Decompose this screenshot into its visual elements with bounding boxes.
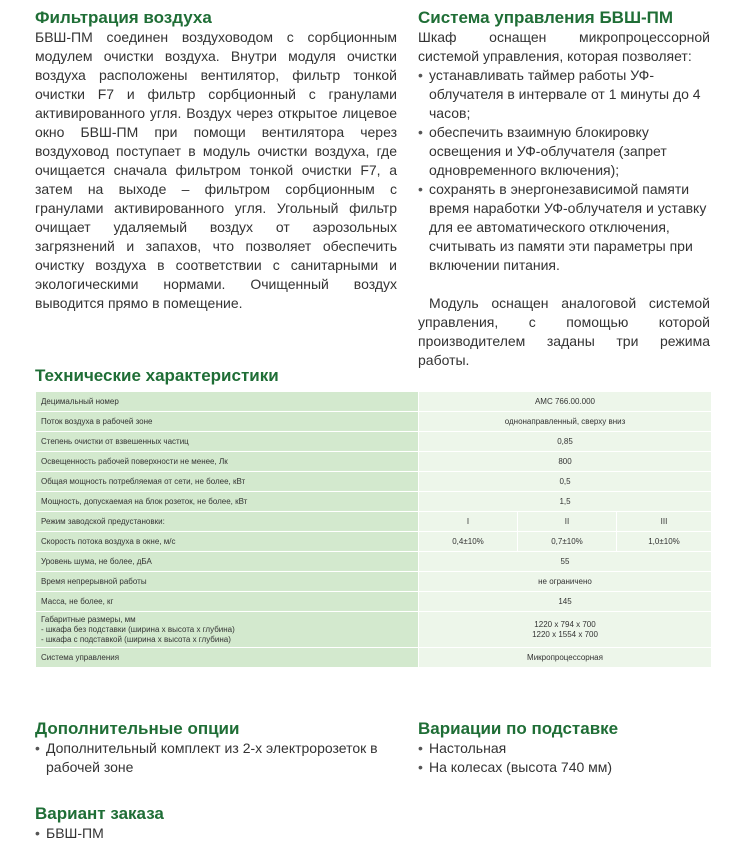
- spec-value: II: [518, 512, 617, 532]
- list-item: • На колесах (высота 740 мм): [418, 758, 710, 777]
- spec-label: Мощность, допускаемая на блок розеток, не более, кВт: [36, 492, 419, 512]
- spec-label: Степень очистки от взвешенных частиц: [36, 432, 419, 452]
- spec-value: 1,5: [419, 492, 712, 512]
- filtration-section: [35, 8, 397, 313]
- spec-label: Поток воздуха в рабочей зоне: [36, 412, 419, 432]
- spec-label: [36, 612, 419, 648]
- spec-value: 0,5: [419, 472, 712, 492]
- filtration-text: БВШ-ПМ соединен воздуховодом с сорбционным модулем очистки воздуха. Внутри модуля очистки воздуха расположены вентилятор, фильтр тонкой очистки F7 и фильтр сорбционный с гранулами активированного угля. Воздух через открытое лицевое окно БВШ-ПМ при помощи вентилятора через воздуховод поступает в модуль очистки воздуха, где очищается сначала фильтром тонкой очистки F7, а затем на выходе – фильтром сорбционным с гранулами активированного угля. Угольный фильтр очищает удаляемый воздух от аэрозольных загрязнений и запахов, что позволяет обеспечить очистку воздуха в соответствии с санитарными и экологическими нормами. Очищенный воздух выводится прямо в помещение.: [35, 29, 397, 311]
- table-row: [36, 648, 712, 668]
- table-row: [36, 612, 712, 648]
- list-item: • устанавливать таймер работы УФ-облучателя в интервале от 1 минуты до 4 часов;: [418, 66, 710, 123]
- table-row: [36, 412, 712, 432]
- stand-title: Вариации по подставке: [418, 719, 619, 738]
- control-system-list: [418, 66, 710, 275]
- spec-value: 55: [419, 552, 712, 572]
- spec-label: Скорость потока воздуха в окне, м/с: [36, 532, 419, 552]
- list-item: • Настольная: [418, 739, 710, 758]
- spec-label: Уровень шума, не более, дБА: [36, 552, 419, 572]
- stand-section: [418, 719, 710, 777]
- table-row: [36, 432, 712, 452]
- spec-value: [419, 612, 712, 648]
- filtration-title: Фильтрация воздуха: [35, 8, 212, 27]
- order-section: [35, 804, 397, 843]
- list-item: • обеспечить взаимную блокировку освещения и УФ-облучателя (запрет одновременного включения);: [418, 123, 710, 180]
- spec-value: I: [419, 512, 518, 532]
- spec-label: Общая мощность потребляемая от сети, не более, кВт: [36, 472, 419, 492]
- spec-value-line: 1220 х 794 х 700: [534, 619, 596, 629]
- table-row: [36, 532, 712, 552]
- spec-label: Система управления: [36, 648, 419, 668]
- control-system-intro: Шкаф оснащен микропроцессорной системой управления, которая позволяет:: [418, 29, 710, 64]
- table-row: [36, 392, 712, 412]
- table-row: [36, 452, 712, 472]
- list-item: • БВШ-ПМ: [35, 824, 397, 843]
- order-title: Вариант заказа: [35, 804, 164, 823]
- spec-value: III: [617, 512, 712, 532]
- spec-value: 800: [419, 452, 712, 472]
- list-item: • сохранять в энергонезависимой памяти время наработки УФ-облучателя и уставку для ее автоматического отключения, считывать из памяти эти параметры при включении питания.: [418, 180, 710, 275]
- spec-value: АМС 766.00.000: [419, 392, 712, 412]
- options-section: [35, 719, 397, 777]
- spec-label: Режим заводской предустановки:: [36, 512, 419, 532]
- table-row: [36, 572, 712, 592]
- spec-value: 1,0±10%: [617, 532, 712, 552]
- spec-label: Масса, не более, кг: [36, 592, 419, 612]
- control-system-outro: Модуль оснащен аналоговой системой управления, с помощью которой производителем заданы три режима работы.: [418, 295, 710, 368]
- spec-label-line: Габаритные размеры, мм: [41, 614, 136, 624]
- table-row: [36, 592, 712, 612]
- order-list: [35, 824, 397, 843]
- spec-value: 0,85: [419, 432, 712, 452]
- table-row: [36, 552, 712, 572]
- specs-title: Технические характеристики: [35, 366, 279, 385]
- spec-value: 145: [419, 592, 712, 612]
- spec-label: Освещенность рабочей поверхности не менее, Лк: [36, 452, 419, 472]
- list-item: • Дополнительный комплект из 2-х электророзеток в рабочей зоне: [35, 739, 397, 777]
- options-title: Дополнительные опции: [35, 719, 240, 738]
- table-row: [36, 472, 712, 492]
- spec-value-line: 1220 х 1554 х 700: [532, 629, 598, 639]
- specs-table: [35, 391, 712, 668]
- table-row: [36, 512, 712, 532]
- table-row: [36, 492, 712, 512]
- spec-value: 0,4±10%: [419, 532, 518, 552]
- control-system-title: Система управления БВШ-ПМ: [418, 8, 674, 27]
- spec-label-line: - шкафа без подставки (ширина х высота х глубина): [41, 624, 235, 634]
- spec-label: Децимальный номер: [36, 392, 419, 412]
- spec-value: Микропроцессорная: [419, 648, 712, 668]
- spec-value: 0,7±10%: [518, 532, 617, 552]
- stand-list: [418, 739, 710, 777]
- spec-label-line: - шкафа с подставкой (ширина х высота х глубина): [41, 634, 231, 644]
- options-list: [35, 739, 397, 777]
- spec-label: Время непрерывной работы: [36, 572, 419, 592]
- spec-value: однонаправленный, сверху вниз: [419, 412, 712, 432]
- control-system-section: [418, 8, 710, 370]
- spec-value: не ограничено: [419, 572, 712, 592]
